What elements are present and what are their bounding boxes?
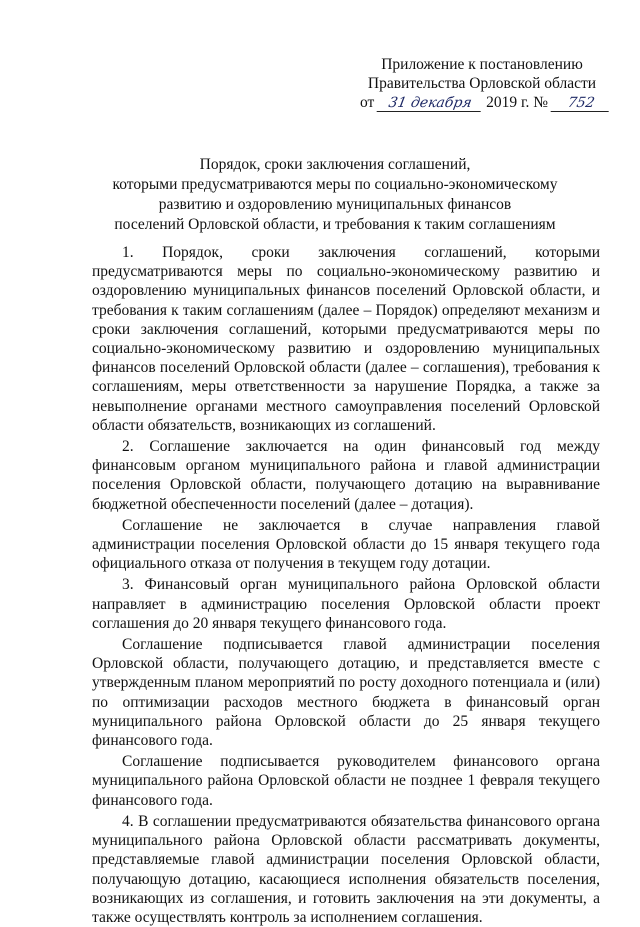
year-and-number-label: 2019 г. №: [486, 94, 549, 111]
paragraph-4: 4. В соглашении предусматриваются обязательства финансового органа муниципального района Орловской области рассматривать документы, представляемые главой администрации поселения Орловской области, получающую дотацию, касающиеся исполнения обязательств поселения, возникающих из соглашения, и готовить заключения на эти документы, а также осуществлять контроль за исполнением соглашения.: [92, 812, 600, 926]
paragraph-1: 1. Порядок, сроки заключения соглашений, которыми предусматриваются меры по социально-экономическому развитию и оздоровлению муниципальных финансов поселений Орловской области, и требования к таким соглашениям (далее – Порядок) определяют механизм и сроки заключения соглашений, которыми предусматриваются меры по социально-экономическому развитию и оздоровлению муниципальных финансов поселений Орловской области (далее – соглашения), требования к соглашениям, меры ответственности за нарушение Порядка, а также за невыполнение органами местного самоуправления поселений Орловской области обязательств, возникающих из соглашений.: [92, 244, 600, 434]
title-line-2: которыми предусматриваются меры по социально-экономическому: [112, 176, 558, 193]
resolution-date-line: [352, 93, 612, 112]
title-line-1: Порядок, сроки заключения соглашений,: [199, 156, 471, 173]
handwritten-number: 752: [551, 96, 612, 112]
paragraph-3-signing: Соглашение подписывается главой администрации поселения Орловской области, получающего дотацию, и представляется вместе с утвержденным планом мероприятий по росту доходного потенциала и (или) по оптимизации расходов местного бюджета в финансовый орган муниципального района Орловской области до 25 января текущего финансового года.: [92, 636, 600, 750]
document-title: [80, 155, 590, 235]
paragraph-2-continued: Соглашение не заключается в случае направления главой администрации поселения Орловской области до 15 января текущего года официального отказа от получения в текущем году дотации.: [92, 516, 600, 573]
handwritten-date: 31 декабря: [377, 96, 484, 112]
header-line-1: Приложение к постановлению: [381, 56, 583, 73]
title-line-4: поселений Орловской области, и требования к таким соглашениям: [114, 216, 556, 233]
appendix-header: [352, 55, 612, 112]
paragraph-2: 2. Соглашение заключается на один финансовый год между финансовым органом муниципального района и главой администрации поселения Орловской области, получающего дотацию на выравнивание бюджетной обеспеченности поселений (далее – дотация).: [92, 438, 600, 513]
title-line-3: развитию и оздоровлению муниципальных финансов: [158, 196, 512, 213]
header-line-2: Правительства Орловской области: [367, 75, 597, 92]
document-body: [92, 243, 600, 927]
paragraph-3-finance-signing: Соглашение подписывается руководителем финансового органа муниципального района Орловской области не позднее 1 февраля текущего финансового года.: [92, 753, 600, 809]
paragraph-3: 3. Финансовый орган муниципального района Орловской области направляет в администрацию поселения Орловской области проект соглашения до 20 января текущего финансового года.: [92, 576, 600, 632]
date-prefix: от: [360, 94, 375, 111]
